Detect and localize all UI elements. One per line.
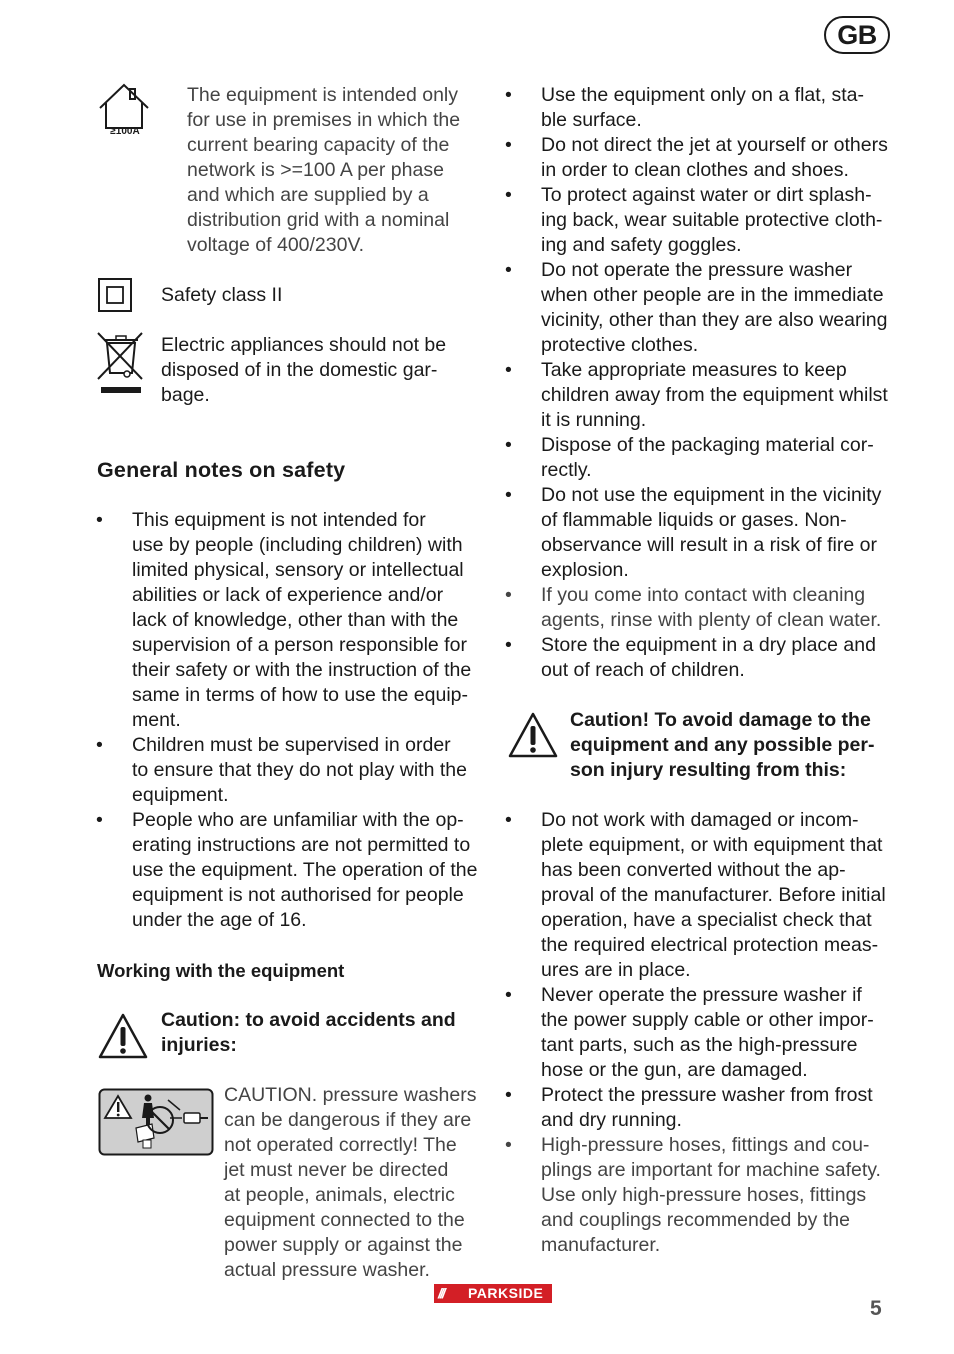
parkside-logo bbox=[434, 1284, 552, 1303]
equipment-usage-list bbox=[505, 83, 911, 683]
bullet: • bbox=[505, 809, 512, 831]
warning-triangle-icon bbox=[97, 1012, 149, 1060]
list-item: • Dispose of the packaging material cor- rectly. bbox=[505, 434, 874, 481]
caution-accidents-text: Caution: to avoid accidents and injuries: bbox=[161, 1009, 456, 1056]
bullet: • bbox=[96, 734, 103, 756]
pressure-washer-caution-text: CAUTION. pressure washers can be dangerous if they are not operated correctly! The jet must never be directed at people, animals, electric equipment connected to the power supply or against the actual pressure washer. bbox=[224, 1084, 477, 1281]
list-item: • Children must be supervised in order to ensure that they do not play with the equipment. bbox=[96, 734, 467, 806]
list-item: • This equipment is not intended for use by people (including children) with limited physical, sensory or intellectual abilities or lack of experience and/or lack of knowledge, other than with the supervision of a person responsible for their safety or with the instruction of the same in terms of how to use the equip- ment. bbox=[96, 509, 472, 731]
bullet: • bbox=[505, 359, 512, 381]
list-item: • Use the equipment only on a flat, sta- ble surface. bbox=[505, 84, 865, 131]
current-requirement-text: The equipment is intended only for use in premises in which the current bearing capacity of the network is >=100 A per phase and which are supplied by a distribution grid with a nominal voltage of 400/230V. bbox=[187, 84, 461, 256]
list-item: • Never operate the pressure washer if the power supply cable or other impor- tant parts, such as the high-pressure hose or the gun, are damaged. bbox=[505, 984, 874, 1081]
section-title: General notes on safety bbox=[97, 458, 346, 482]
bullet: • bbox=[505, 1134, 512, 1156]
current-icon-label: ≥100A bbox=[110, 126, 140, 137]
safety-class-text: Safety class II bbox=[161, 284, 283, 306]
list-item: • Protect the pressure washer from frost and dry running. bbox=[505, 1084, 873, 1131]
bullet: • bbox=[505, 984, 512, 1006]
caution-damage-text: Caution! To avoid damage to the equipment and any possible per- son injury resulting from this: bbox=[570, 709, 875, 781]
page-number: 5 bbox=[870, 1297, 882, 1320]
equipment-condition-list bbox=[505, 808, 911, 1258]
list-item: • Do not operate the pressure washer when other people are in the immediate vicinity, other than they are also wearing protective clothes. bbox=[505, 259, 888, 356]
safety-class-ii-icon bbox=[98, 278, 132, 312]
bullet: • bbox=[505, 184, 512, 206]
list-item: • Do not use the equipment in the vicinity of flammable liquids or gases. Non- observance will result in a risk of fire or explosion. bbox=[505, 484, 882, 581]
bullet: • bbox=[96, 509, 103, 531]
bullet: • bbox=[505, 259, 512, 281]
pressure-washer-warning-icon bbox=[98, 1088, 214, 1156]
warning-triangle-icon bbox=[507, 711, 559, 759]
bullet: • bbox=[505, 434, 512, 456]
list-item: • People who are unfamiliar with the op- erating instructions are not permitted to use the equipment. The operation of the equipment is not authorised for people under the age of 16. bbox=[96, 809, 478, 931]
working-subtitle: Working with the equipment bbox=[97, 960, 345, 981]
logo-brand: PARKSIDE bbox=[468, 1285, 544, 1301]
list-item: • To protect against water or dirt splash- ing back, wear suitable protective cloth- ing and safety goggles. bbox=[505, 184, 883, 256]
language-badge: GB bbox=[824, 16, 890, 54]
general-safety-list bbox=[96, 508, 492, 933]
list-item: • Take appropriate measures to keep children away from the equipment whilst it is running. bbox=[505, 359, 888, 431]
bullet: • bbox=[505, 484, 512, 506]
logo-slashes: /// bbox=[438, 1285, 444, 1301]
bullet: • bbox=[505, 134, 512, 156]
weee-disposal-text: Electric appliances should not be disposed of in the domestic gar- bage. bbox=[161, 334, 447, 406]
bullet: • bbox=[505, 84, 512, 106]
bullet: • bbox=[505, 634, 512, 656]
weee-bin-icon bbox=[96, 331, 146, 395]
bullet: • bbox=[505, 584, 512, 606]
list-item: • High-pressure hoses, fittings and cou- plings are important for machine safety. Use only high-pressure hoses, fittings and couplings recommended by the manufacturer. bbox=[505, 1134, 881, 1256]
list-item: • Store the equipment in a dry place and out of reach of children. bbox=[505, 634, 876, 681]
bullet: • bbox=[96, 809, 103, 831]
list-item: • Do not direct the jet at yourself or others in order to clean clothes and shoes. bbox=[505, 134, 888, 181]
list-item: • Do not work with damaged or incom- plete equipment, or with equipment that has been converted without the ap- proval of the manufacturer. Before initial operation, have a specialist check that the required electrical protection meas- ures are in place. bbox=[505, 809, 886, 981]
bullet: • bbox=[505, 1084, 512, 1106]
list-item: • If you come into contact with cleaning agents, rinse with plenty of clean water. bbox=[505, 584, 882, 631]
